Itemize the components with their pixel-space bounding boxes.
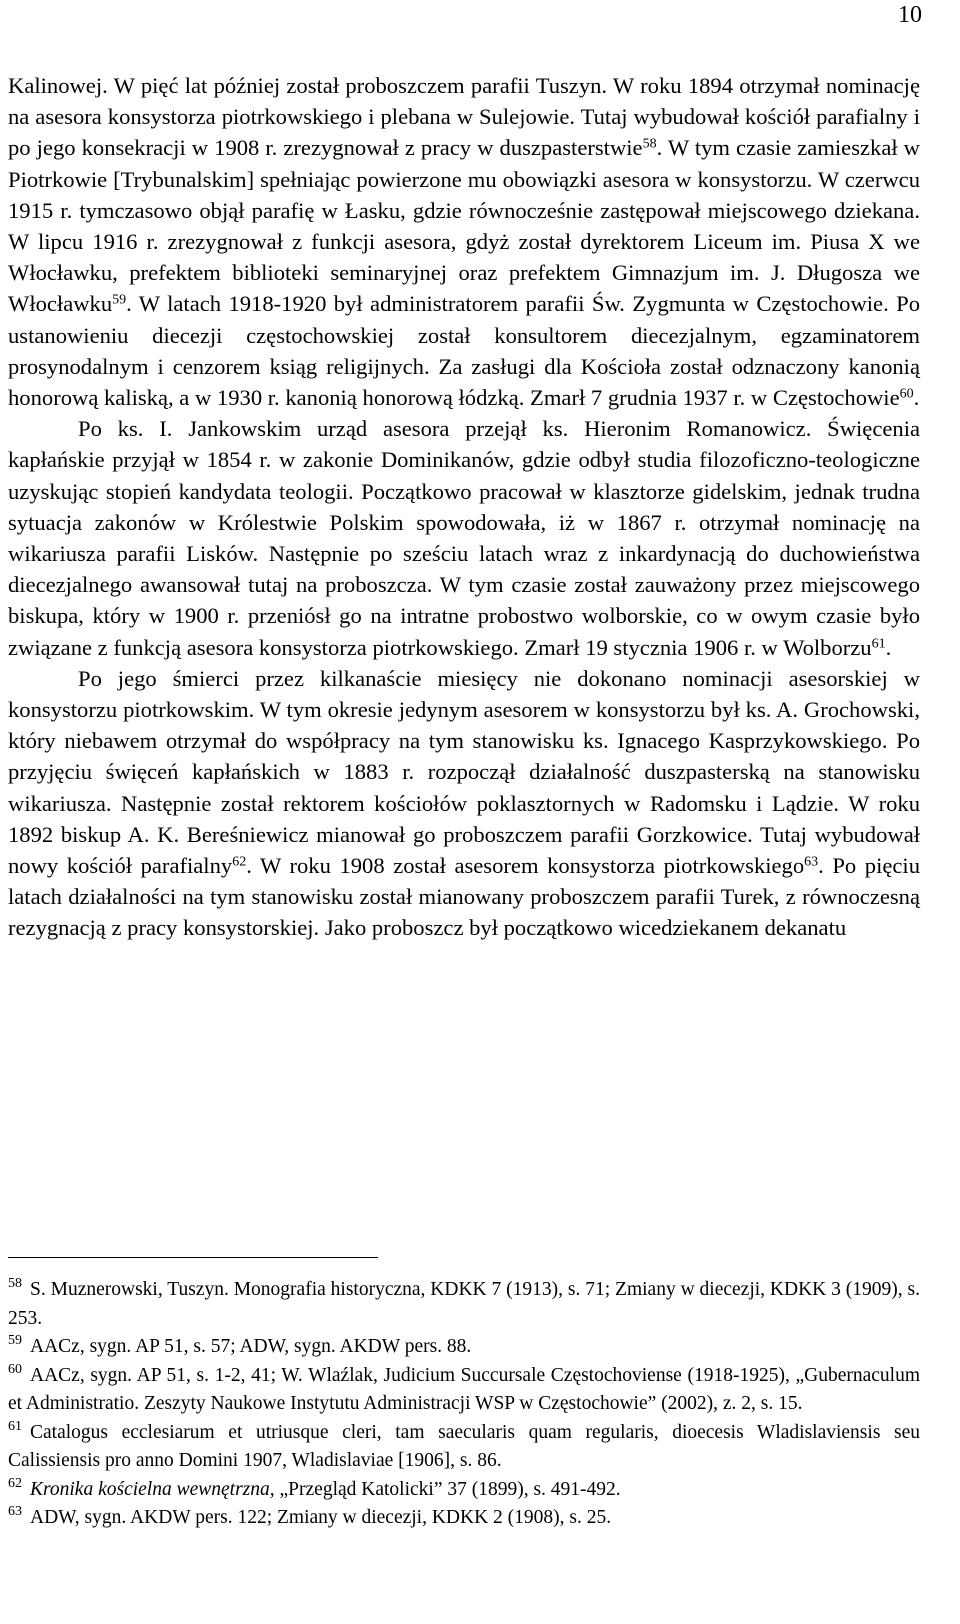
footnote <box>8 1419 920 1476</box>
footnote-reference: 62 <box>232 854 247 870</box>
footnote-text: AACz, sygn. AP 51, s. 57; ADW, sygn. AKDW pers. 88. <box>30 1336 472 1357</box>
footnote <box>8 1504 920 1533</box>
footnote-number: 59 <box>8 1333 22 1349</box>
paragraph <box>8 413 920 663</box>
footnote <box>8 1476 920 1505</box>
footnote <box>8 1362 920 1419</box>
footnote-number: 61 <box>8 1418 22 1434</box>
text-run: Po jego śmierci przez kilkanaście miesięcy nie dokonano nominacji asesorskiej w konsystorzu piotrkowskim. W tym okresie jedynym asesorem w konsystorzu był ks. A. Grochowski, który niebawem otrzymał do współpracy na tym stanowisku ks. Ignacego Kasprzykowskiego. Po przyjęciu święceń kapłańskich w 1883 r. rozpoczął działalność duszpasterską na stanowisku wikariusza. Następnie został rektorem kościołów poklasztornych w Radomsku i Lądzie. W roku 1892 biskup A. K. Bereśniewicz mianował go proboszczem parafii Gorzkowice. Tutaj wybudował nowy kościół parafialny <box>8 665 920 879</box>
footnote-number: 58 <box>8 1276 22 1292</box>
footnote-separator <box>8 1257 378 1258</box>
footnote <box>8 1333 920 1362</box>
page-number: 10 <box>898 2 922 28</box>
paragraph <box>8 70 920 413</box>
footnote-text: AACz, sygn. AP 51, s. 1-2, 41; W. Wlaźlak, Judicium Succursale Częstochoviense (1918-1925), „Gubernaculum et Administratio. Zeszyty Naukowe Instytutu Administracji WSP w Częstochowie” (2002), z. 2, s. 15. <box>8 1364 920 1414</box>
footnote <box>8 1276 920 1333</box>
text-run: . Po pięciu latach działalności na tym stanowisku został mianowany proboszczem parafii Turek, z równoczesną rezygnacją z pracy konsystorskiej. Jako proboszcz był początkowo wicedziekanem dekanatu <box>8 853 920 941</box>
text-run: . W tym czasie zamieszkał w Piotrkowie [Trybunalskim] spełniając powierzone mu obowiązki asesora w konsystorzu. W czerwcu 1915 r. tymczasowo objął parafię w Łasku, gdzie równocześnie zastępował miejscowego dziekana. W lipcu 1916 r. zrezygnował z funkcji asesora, gdyż został dyrektorem Liceum im. Piusa X we Włocławku, prefektem biblioteki seminaryjnej oraz prefektem Gimnazjum im. J. Długosza we Włocławku <box>8 135 920 317</box>
paragraph <box>8 663 920 944</box>
main-text <box>8 70 920 944</box>
footnote-text: Kronika kościelna wewnętrzna, <box>30 1478 275 1500</box>
footnote-number: 63 <box>8 1504 22 1520</box>
footnotes <box>8 1276 920 1533</box>
text-run: Po ks. I. Jankowskim urząd asesora przejął ks. Hieronim Romanowicz. Święcenia kapłańskie przyjął w 1854 r. w zakonie Dominikanów, gdzie odbył studia filozoficzno-teologiczne uzyskując stopień kandydata teologii. Początkowo pracował w klasztorze gidelskim, jednak trudna sytuacja zakonów w Królestwie Polskim spowodowała, iż w 1867 r. otrzymał nominację na wikariusza parafii Lisków. Następnie po sześciu latach wraz z inkardynacją do duchowieństwa diecezjalnego awansował tutaj na proboszcza. W tym czasie został zauważony przez miejscowego biskupa, który w 1900 r. przeniósł go na intratne probostwo wolborskie, co w owym czasie było związane z funkcją asesora konsystorza piotrkowskiego. Zmarł 19 stycznia 1906 r. w Wolborzu <box>8 416 920 660</box>
footnote-reference: 60 <box>899 386 914 402</box>
footnote-reference: 61 <box>871 635 886 651</box>
footnote-number: 60 <box>8 1361 22 1377</box>
text-run: . <box>913 385 920 411</box>
footnote-text: „Przegląd Katolicki” 37 (1899), s. 491-492. <box>274 1478 621 1500</box>
footnote-reference: 63 <box>804 854 819 870</box>
footnote-text: ADW, sygn. AKDW pers. 122; Zmiany w diecezji, KDKK 2 (1908), s. 25. <box>30 1507 612 1528</box>
footnote-text: S. Muznerowski, Tuszyn. Monografia historyczna, KDKK 7 (1913), s. 71; Zmiany w diecezji, KDKK 3 (1909), s. 253. <box>8 1279 920 1329</box>
text-run: . <box>885 634 892 660</box>
footnote-reference: 58 <box>642 136 657 152</box>
text-run: . W roku 1908 został asesorem konsystorza piotrkowskiego <box>246 853 805 879</box>
footnote-reference: 59 <box>112 292 127 308</box>
text-run: . W latach 1918-1920 był administratorem parafii Św. Zygmunta w Częstochowie. Po ustanowieniu diecezji częstochowskiej został konsultorem diecezjalnym, egzaminatorem prosynodalnym i cenzorem ksiąg religijnych. Za zasługi dla Kościoła został odznaczony kanonią honorową kaliską, a w 1930 r. kanonią honorową łódzką. Zmarł 7 grudnia 1937 r. w Częstochowie <box>8 291 920 411</box>
footnote-text: Catalogus ecclesiarum et utriusque cleri, tam saecularis quam regularis, dioecesis Wladislaviensis seu Calissiensis pro anno Domini 1907, Wladislaviae [1906], s. 86. <box>8 1421 920 1471</box>
text-run: Kalinowej. W pięć lat później został proboszczem parafii Tuszyn. W roku 1894 otrzymał nominację na asesora konsystorza piotrkowskiego i plebana w Sulejowie. Tutaj wybudował kościół parafialny i po jego konsekracji w 1908 r. zrezygnował z pracy w duszpasterstwie <box>8 73 920 161</box>
footnote-number: 62 <box>8 1475 22 1491</box>
